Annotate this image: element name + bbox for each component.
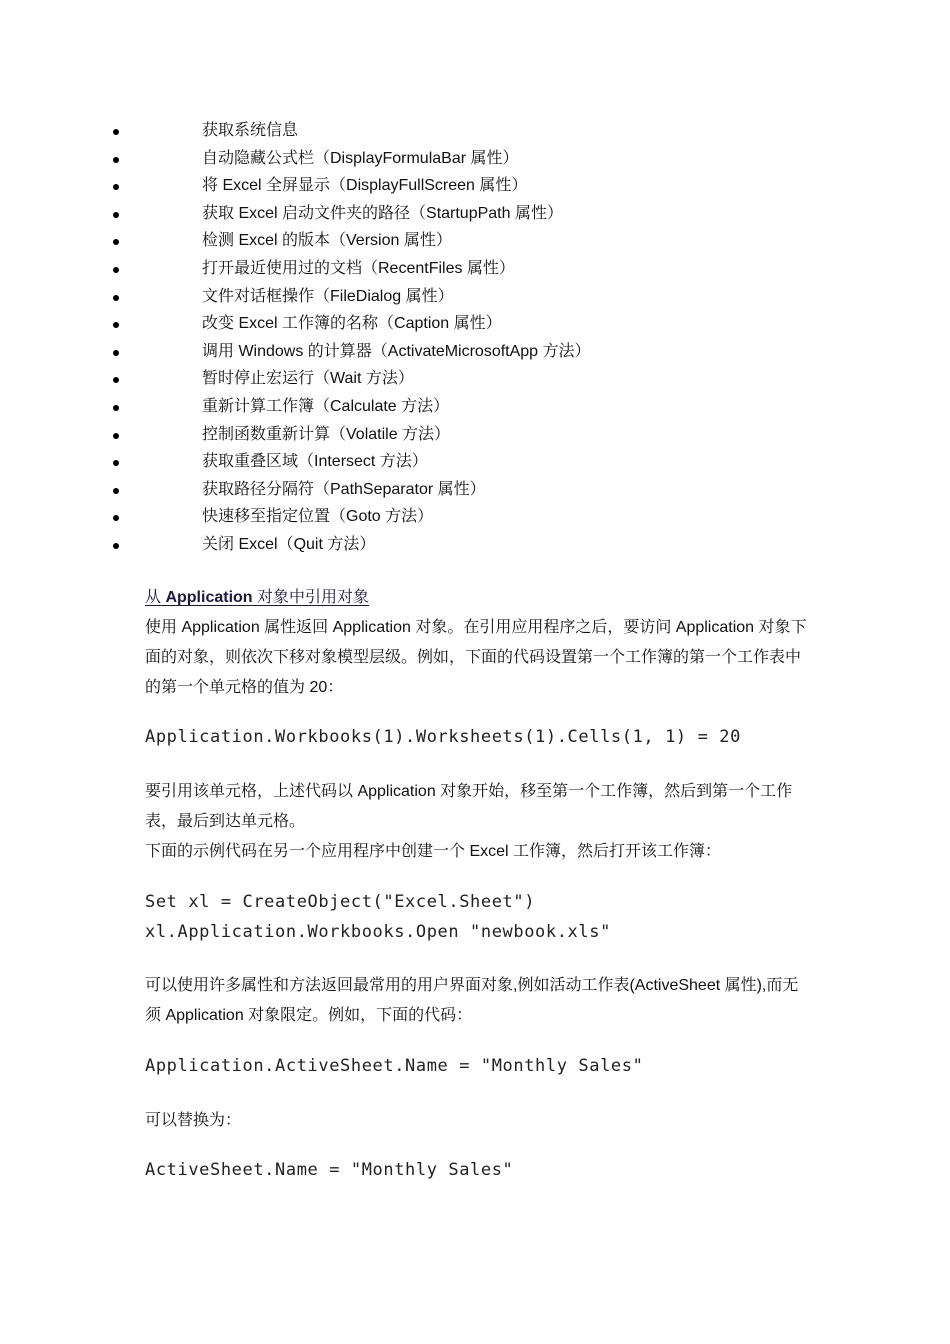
code-example-unqualified: ActiveSheet.Name = "Monthly Sales" — [145, 1160, 514, 1180]
bullet-icon — [113, 129, 119, 135]
example-intro-paragraph: 下面的示例代码在另一个应用程序中创建一个 Excel 工作簿，然后打开该工作簿： — [145, 843, 722, 860]
list-item-text: 重新计算工作簿（Calculate 方法） — [202, 397, 450, 415]
bullet-icon — [113, 212, 119, 218]
code-example-qualified: Application.ActiveSheet.Name = "Monthly Sales" — [145, 1056, 644, 1076]
heading-bold-term: Application — [165, 589, 253, 606]
replace-paragraph: 可以替换为： — [145, 1112, 242, 1129]
list-item-text: 将 Excel 全屏显示（DisplayFullScreen 属性） — [202, 177, 528, 195]
activesheet-paragraph: 可以使用许多属性和方法返回最常用的用户界面对象,例如活动工作表(ActiveSheet 属性),而无须 Application 对象限定。例如，下面的代码： — [145, 977, 799, 1024]
bullet-icon — [113, 267, 119, 273]
list-item-text: 检测 Excel 的版本（Version 属性） — [202, 232, 452, 250]
code-example-cells: Application.Workbooks(1).Worksheets(1).Cells(1, 1) = 20 — [145, 727, 741, 747]
list-item-text: 获取 Excel 启动文件夹的路径（StartupPath 属性） — [202, 204, 563, 222]
bullet-icon — [113, 377, 119, 383]
explanation-paragraph: 要引用该单元格，上述代码以 Application 对象开始，移至第一个工作簿，然后到第一个工作表，最后到达单元格。 — [145, 783, 793, 830]
list-item-text: 快速移至指定位置（Goto 方法） — [202, 508, 434, 526]
list-item-text: 获取路径分隔符（PathSeparator 属性） — [202, 480, 486, 498]
list-item-text: 暂时停止宏运行（Wait 方法） — [202, 370, 414, 388]
list-item-text: 文件对话框操作（FileDialog 属性） — [202, 287, 454, 305]
list-item-text: 获取重叠区域（Intersect 方法） — [202, 453, 428, 471]
list-item-text: 改变 Excel 工作簿的名称（Caption 属性） — [202, 315, 502, 333]
intro-paragraph: 使用 Application 属性返回 Application 对象。在引用应用程序之后，要访问 Application 对象下面的对象，则依次下移对象模型层级。例如，下面的代码设置第一个工作簿的第一个工作表中的第一个单元格的值为 20： — [145, 619, 807, 696]
list-item-text: 自动隐藏公式栏（DisplayFormulaBar 属性） — [202, 149, 519, 167]
section-heading-link[interactable] — [145, 585, 369, 611]
bullet-icon — [113, 460, 119, 466]
bullet-icon — [113, 543, 119, 549]
bullet-icon — [113, 515, 119, 521]
bullet-icon — [113, 433, 119, 439]
bullet-icon — [113, 405, 119, 411]
bullet-icon — [113, 322, 119, 328]
code-example-createobject-line2: xl.Application.Workbooks.Open "newbook.xls" — [145, 922, 611, 942]
list-item-text: 控制函数重新计算（Volatile 方法） — [202, 425, 451, 443]
bullet-icon — [113, 184, 119, 190]
bullet-icon — [113, 295, 119, 301]
bullet-icon — [113, 157, 119, 163]
list-item-text: 调用 Windows 的计算器（ActivateMicrosoftApp 方法） — [202, 342, 591, 360]
bullet-icon — [113, 488, 119, 494]
list-item-text: 关闭 Excel（Quit 方法） — [202, 535, 376, 553]
code-example-createobject-line1: Set xl = CreateObject("Excel.Sheet") — [145, 892, 536, 912]
list-item-text: 获取系统信息 — [202, 122, 299, 139]
bullet-icon — [113, 239, 119, 245]
bullet-icon — [113, 350, 119, 356]
heading-prefix: 从 — [145, 589, 166, 606]
heading-suffix: 对象中引用对象 — [252, 589, 370, 606]
list-item-text: 打开最近使用过的文档（RecentFiles 属性） — [202, 259, 515, 277]
